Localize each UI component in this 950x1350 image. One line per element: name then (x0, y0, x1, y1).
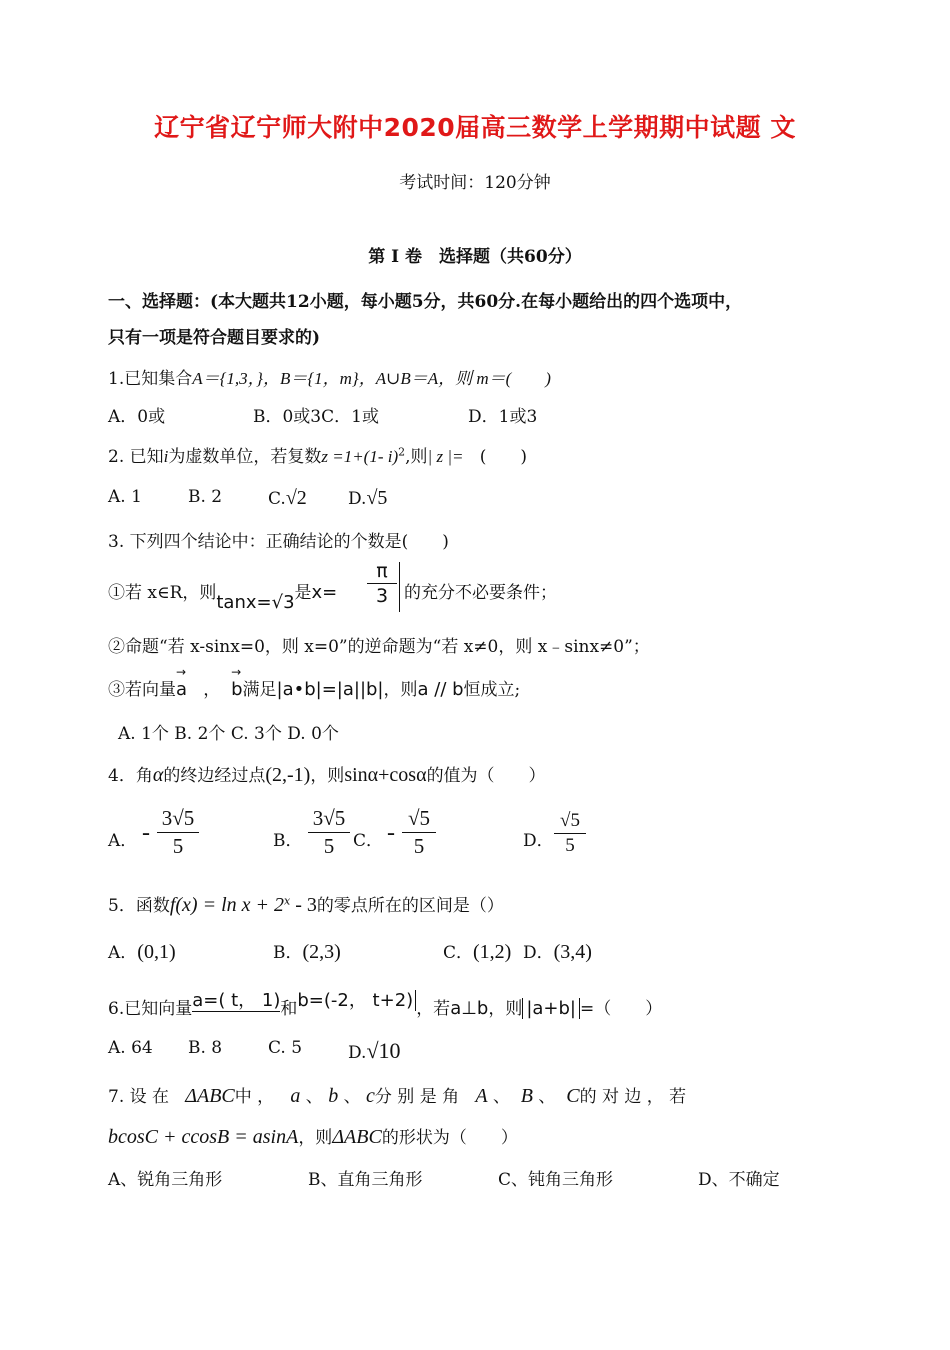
q3-parallel: a // b (417, 679, 464, 700)
q7-option-a: A、锐角三角形 (108, 1170, 223, 1190)
q4-expr: sinα+cosα (344, 764, 427, 786)
q7-triangle: ΔABC (185, 1085, 235, 1107)
q6-option-b: B. 8 (188, 1038, 223, 1058)
q6-perp: a⊥b (450, 998, 489, 1019)
q1-set-b: B＝{1，m}，A∪B＝A，则 m＝( ) (279, 369, 551, 388)
question-5: 5．函数$f(x) = \ln x + 2^x - 3$的零点所在的区间是（） (108, 894, 504, 916)
q3-statement-1-tail: 的充分不必要条件； (404, 583, 557, 603)
q1-stem: 1.已知集合 (108, 369, 193, 389)
q1-option-a: A．0或 (108, 407, 166, 427)
q2-option-d-math: √5 (366, 487, 388, 509)
q3-options: A. 1个 B. 2个 C. 3个 D. 0个 (118, 724, 339, 744)
q3-vector-b: → b (231, 679, 242, 700)
q2-option-c: C.√2 (268, 487, 307, 509)
q6-vector-a: a=( t， 1) (192, 990, 281, 1011)
q3-tan-expr: tanx=√3 (216, 592, 295, 613)
q2-paren: ( ) (479, 447, 527, 467)
section-instructions-line2: 只有一项是符合题目要求的) (108, 328, 321, 348)
q7-equation: bcosC + ccosB = asinA (108, 1126, 299, 1148)
q2-option-b: B. 2 (188, 487, 223, 507)
q5-sup: x (284, 894, 291, 908)
question-2 (108, 442, 527, 467)
q2-i: i (163, 447, 169, 466)
q1-option-b: B．0或3C．1或 (253, 407, 379, 427)
q3-statement-2: ②命题“若 x-sinx=0，则 x=0”的逆命题为“若 x≠0，则 x﹣sinx≠0”； (108, 637, 650, 657)
q6-option-d-math: √10 (366, 1038, 401, 1063)
q4-option-c-frac: √5 5 (402, 806, 436, 859)
q6-sum-abs: |a+b| (522, 998, 580, 1019)
question-1 (108, 364, 551, 389)
question-7-line2: bcosC + ccosB = asinA，则ΔABC的形状为（ ） (108, 1126, 518, 1148)
q1-option-d: D．1或3 (468, 407, 538, 427)
q5-option-a: A．(0,1) (108, 941, 176, 963)
q4-point: (2,-1) (265, 764, 311, 786)
q1-set-a: A＝{1,3，}， (192, 369, 280, 388)
q2-sup: 2 (398, 445, 406, 459)
question-6: 6.已知向量a=( t， 1)和b=(-2， t+2) ，若a⊥b，则 |a+b| =（ ） (108, 990, 663, 1019)
q3-stem: 3. 下列四个结论中：正确结论的个数是( ) (108, 532, 449, 552)
q5-option-b: B．(2,3) (273, 941, 341, 963)
q4-alpha: α (152, 764, 164, 786)
q3-frac-divider (399, 562, 400, 612)
q3-statement-3: ③若向量→ a ， → b满足|a•b|=|a||b|，则a // b恒成立; (108, 675, 520, 700)
q2-abs-z: | z |= (427, 447, 464, 466)
q2-stem-c: ,则 (405, 447, 428, 467)
q7-option-b: B、直角三角形 (308, 1170, 423, 1190)
q6-vector-b: b=(-2， t+2) (297, 990, 416, 1011)
q4-option-c-label: C． (353, 831, 384, 851)
q2-stem-b: 为虚数单位，若复数 (168, 447, 322, 467)
q5-option-d: D．(3,4) (523, 941, 592, 963)
q2-option-d: D.√5 (348, 487, 388, 509)
q2-stem-a: 2. 已知 (108, 447, 164, 467)
document-title: 辽宁省辽宁师大附中2020届高三数学上学期期中试题 文 (154, 113, 796, 142)
q4-option-d-frac: √5 5 (554, 810, 586, 857)
q6-option-c: C. 5 (268, 1038, 303, 1058)
q4-option-b-frac: 3√5 5 (308, 806, 350, 859)
q2-option-c-math: √2 (285, 487, 307, 509)
q4-option-a-label: A． (108, 831, 138, 851)
q3-x-eq: x= (311, 582, 338, 603)
q3-abs-equation: |a•b|=|a||b| (276, 679, 384, 700)
question-7-line1: 7. 设 在 ΔABC中 ， a 、 b 、 c分 别 是 角 A 、 B 、 C的 对 边 ， 若 (108, 1085, 687, 1107)
part-heading: 第 Ⅰ 卷 选择题（共60分） (368, 247, 582, 267)
exam-time: 考试时间：120分钟 (399, 173, 551, 193)
q6-option-d: D.√10 (348, 1038, 401, 1063)
question-4: 4．角α的终边经过点(2,-1)，则sinα+cosα的值为（ ） (108, 764, 546, 786)
q3-statement-1: ①若 x∈R，则tanx=√3是x= (108, 582, 338, 613)
q3-vector-a: → a (176, 679, 187, 700)
q4-option-a-frac: 3√5 5 (157, 806, 199, 859)
q2-expr: z =1+(1- i) (321, 447, 399, 466)
q5-option-c: C．(1,2) (443, 941, 512, 963)
q4-option-a-sign: - (142, 820, 150, 846)
q5-expr-b: - 3 (290, 894, 317, 916)
q5-expr: f(x) = ln x + 2 (169, 894, 285, 916)
q4-option-d-label: D． (523, 831, 554, 851)
q4-option-b-label: B． (273, 831, 303, 851)
q2-option-a: A. 1 (108, 487, 142, 507)
q7-option-c: C、钝角三角形 (498, 1170, 614, 1190)
q6-option-a: A. 64 (108, 1038, 153, 1058)
q7-option-d: D、不确定 (698, 1170, 780, 1190)
section-instructions-line1: 一、选择题：(本大题共12小题，每小题5分，共60分.在每小题给出的四个选项中， (108, 292, 743, 312)
q4-option-c-sign: - (387, 820, 395, 846)
q3-pi-over-3: π 3 (367, 560, 397, 607)
